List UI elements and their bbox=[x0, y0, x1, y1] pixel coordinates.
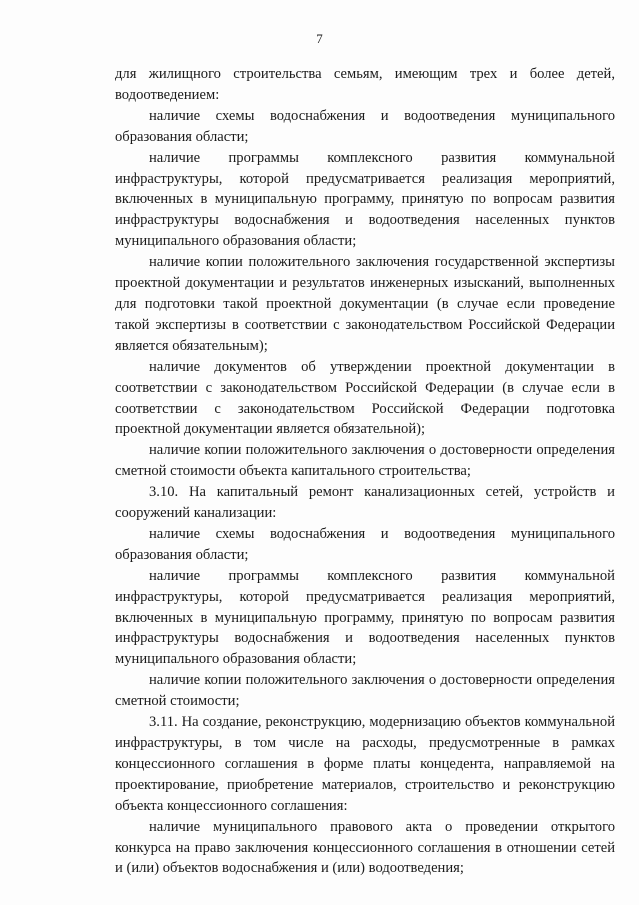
paragraph-2: наличие схемы водоснабжения и водоотведения муниципального образования области; bbox=[115, 107, 615, 145]
paragraph-10: наличие копии положительного заключения о достоверности определения сметной стоимости; bbox=[115, 672, 615, 710]
paragraph-8: наличие схемы водоснабжения и водоотведения муниципального образования области; bbox=[115, 525, 615, 563]
paragraph-3: наличие программы комплексного развития коммунальной инфраструктуры, которой предусматривается реализация мероприятий, включенных в муниципальную программу, принятую по вопросам развития инфраструктуры водоснабжения и водоотведения населенных пунктов муниципального образования области; bbox=[115, 149, 615, 250]
paragraph-1: для жилищного строительства семьям, имеющим трех и более детей, водоотведением: bbox=[115, 66, 615, 103]
paragraph-12: наличие муниципального правового акта о проведении открытого конкурса на право заключения концессионного соглашения в отношении сетей и (или) объектов водоснабжения и (или) водоотведения; bbox=[115, 818, 615, 877]
paragraph-9: наличие программы комплексного развития коммунальной инфраструктуры, которой предусматривается реализация мероприятий, включенных в муниципальную программу, принятую по вопросам развития инфраструктуры водоснабжения и водоотведения населенных пунктов муниципального образования области; bbox=[115, 567, 615, 668]
section-3-10-heading: 3.10. На капитальный ремонт канализационных сетей, устройств и сооружений канализации: bbox=[115, 484, 615, 522]
paragraph-4: наличие копии положительного заключения государственной экспертизы проектной документации и результатов инженерных изысканий, выполненных для подготовки такой проектной документации (в случае если проведение такой экспертизы в соответствии с законодательством Российской Федерации является обязательным); bbox=[115, 254, 615, 354]
section-3-11-heading: 3.11. На создание, реконструкцию, модернизацию объектов коммунальной инфраструктуры, в том числе на расходы, предусмотренные в рамках концессионного соглашения в форме платы концедента, направляемой на проектирование, приобретение материалов, строительство и реконструкцию объекта концессионного соглашения: bbox=[115, 714, 615, 814]
page-number: 7 bbox=[316, 31, 323, 46]
paragraph-5: наличие документов об утверждении проектной документации в соответствии с законодательством Российской Федерации (в случае если в соответствии с законодательством Российской Федерации подготовка проектной документации является обязательной); bbox=[115, 358, 615, 438]
document-body bbox=[115, 64, 615, 879]
paragraph-6: наличие копии положительного заключения о достоверности определения сметной стоимости объекта капитального строительства; bbox=[115, 442, 615, 480]
